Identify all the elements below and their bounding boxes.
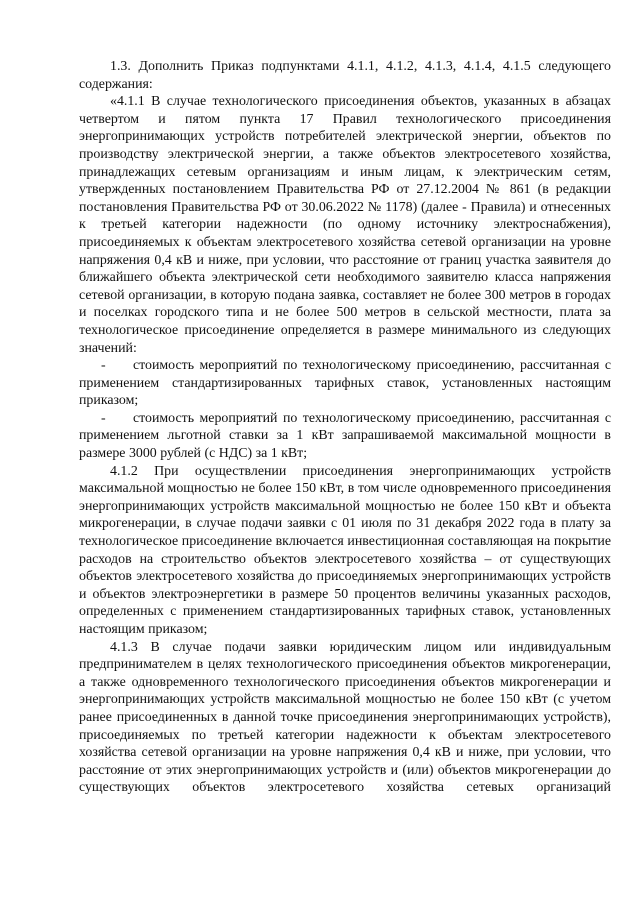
paragraph-4-1-1: «4.1.1 В случае технологического присоединения объектов, указанных в абзацах четвертом и пятом пункта 17 Правил технологического присоединения энергопринимающих устройств потребителей электрической энергии, объектов по производству электрической энергии, а также объектов электросетевого хозяйства, принадлежащих сетевым организациям и иным лицам, к электрическим сетям, утвержденных постановлением Правительства РФ от 27.12.2004 № 861 (в редакции постановления Правительства РФ от 30.06.2022 № 1178) (далее - Правила) и отнесенных к третьей категории надежности (по одному источнику электроснабжения), присоединяемых к объектам электросетевого хозяйства сетевой организации на уровне напряжения 0,4 кВ и ниже, при условии, что расстояние от границ участка заявителя до ближайшего объекта электрической сети необходимого заявителю класса напряжения сетевой организации, в которую подана заявка, составляет не более 300 метров в городах и поселках городского типа и не более 500 метров в сельской местности, плата за технологическое присоединение определяется в размере минимального из следующих значений: xyxy=(79,94,611,356)
list-item-dash-1: - стоимость мероприятий по технологическому присоединению, рассчитанная с применением стандартизированных тарифных ставок, установленных настоящим приказом; xyxy=(79,358,611,409)
paragraph-4-1-2: 4.1.2 При осуществлении присоединения энергопринимающих устройств максимальной мощностью не более 150 кВт, в том числе одновременного присоединения энергопринимающих устройств максимальной мощностью не более 150 кВт и объекта микрогенерации, в случае подачи заявки с 01 июля по 31 декабря 2022 года в плату за технологическое присоединение включается инвестиционная составляющая на покрытие расходов на строительство объектов электросетевого хозяйства – от существующих объектов электросетевого хозяйства до присоединяемых энергопринимающих устройств и объектов электроэнергетики в размере 50 процентов величины указанных расходов, определенных с применением стандартизированных тарифных ставок, установленных настоящим приказом; xyxy=(79,463,611,637)
paragraph-1-3: 1.3. Дополнить Приказ подпунктами 4.1.1, 4.1.2, 4.1.3, 4.1.4, 4.1.5 следующего содержания: xyxy=(79,59,611,92)
paragraph-4-1-3: 4.1.3 В случае подачи заявки юридическим лицом или индивидуальным предпринимателем в целях технологического присоединения объектов микрогенерации, а также одновременного технологического присоединения объектов микрогенерации и энергопринимающих устройств максимальной мощностью не более 150 кВт (с учетом ранее присоединенных в данной точке присоединения энергопринимающих устройств), присоединяемых по третьей категории надежности к объектам электросетевого хозяйства сетевой организации на уровне напряжения 0,4 кВ и ниже, при условии, что расстояние от этих энергопринимающих устройств и (или) объектов микрогенерации до существующих объектов электросетевого хозяйства сетевых организаций xyxy=(79,639,611,796)
document-page xyxy=(79,58,611,797)
list-item-dash-2: - стоимость мероприятий по технологическому присоединению, рассчитанная с применением льготной ставки за 1 кВт запрашиваемой максимальной мощности в размере 3000 рублей (с НДС) за 1 кВт; xyxy=(79,410,611,462)
